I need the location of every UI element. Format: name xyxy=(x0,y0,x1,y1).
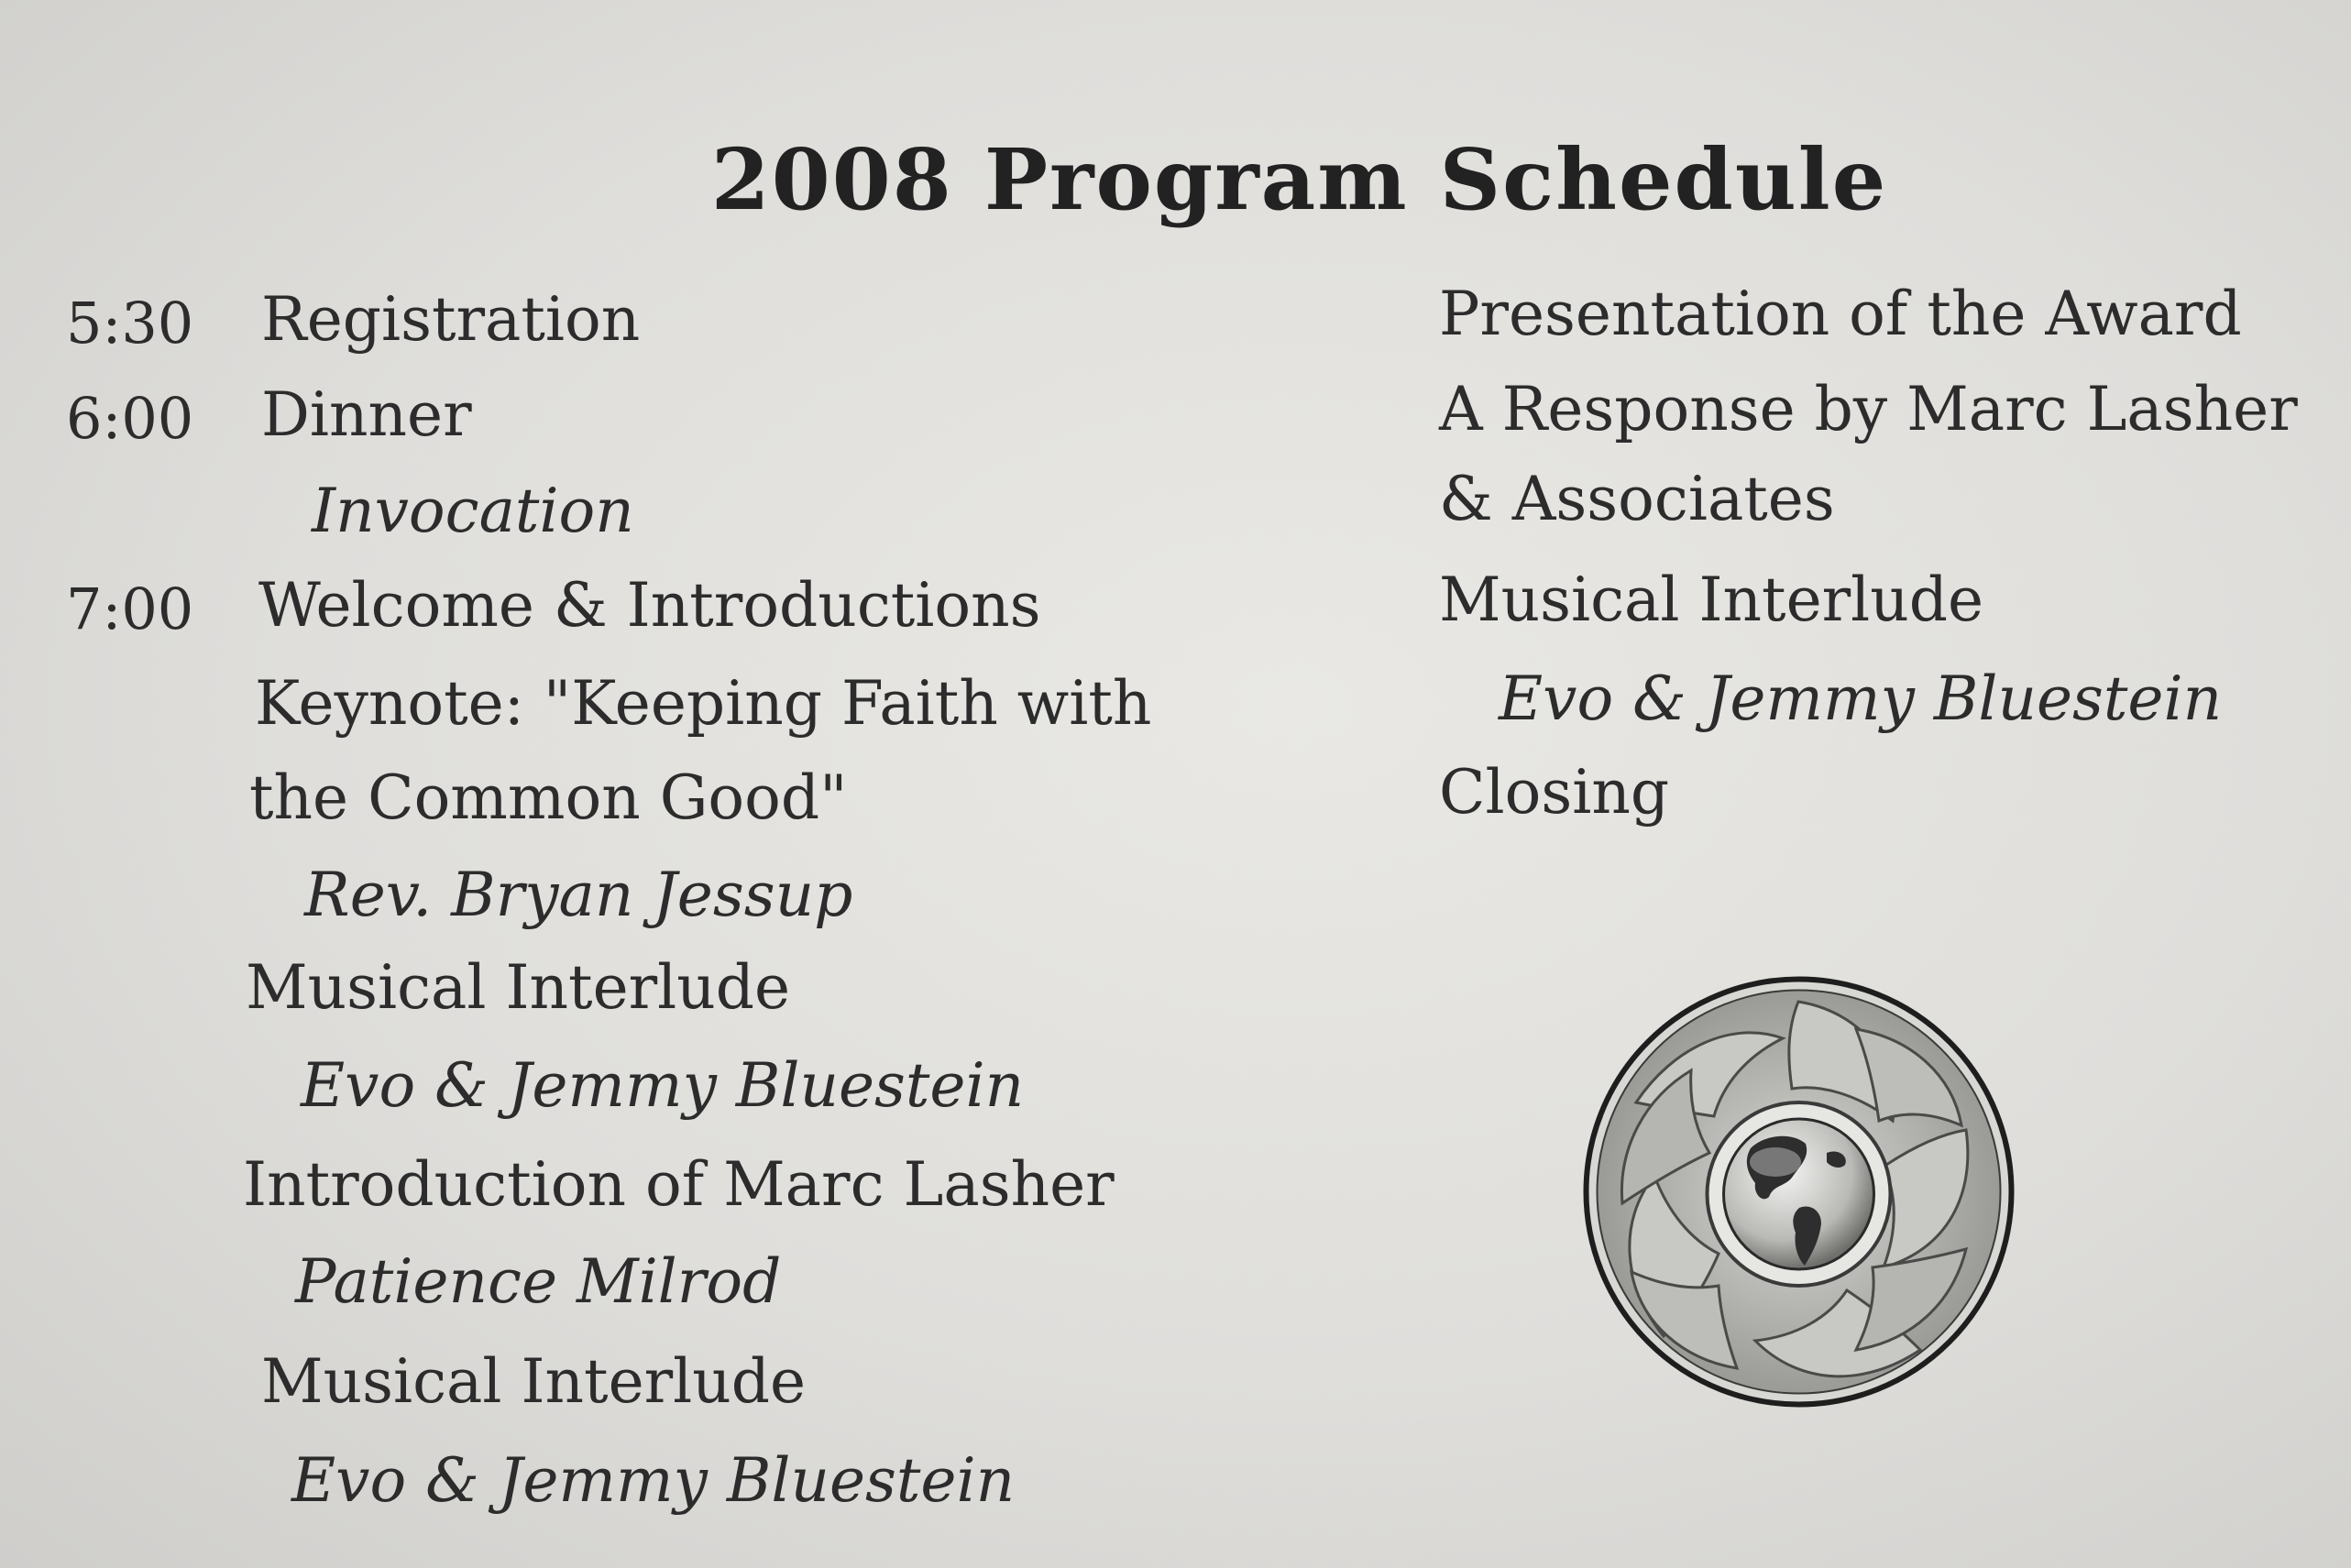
item-intro-marc: Introduction of Marc Lasher xyxy=(243,1149,1115,1220)
item-dinner: Dinner xyxy=(261,379,472,450)
item-interlude-3: Musical Interlude xyxy=(1439,565,1984,635)
item-registration: Registration xyxy=(261,284,641,355)
item-interlude-1-performers: Evo & Jemmy Bluestein xyxy=(301,1050,1025,1121)
item-welcome: Welcome & Introductions xyxy=(258,570,1041,641)
item-interlude-2-performers: Evo & Jemmy Bluestein xyxy=(291,1445,1016,1516)
page-title: 2008 Program Schedule xyxy=(710,130,1888,229)
item-response-line1: A Response by Marc Lasher xyxy=(1439,374,2298,444)
item-keynote-line2: the Common Good" xyxy=(249,762,848,833)
time-welcome: 7:00 xyxy=(66,576,194,642)
item-response-line2: & Associates xyxy=(1439,464,1835,534)
item-interlude-3-performers: Evo & Jemmy Bluestein xyxy=(1499,663,2223,734)
item-keynote-line1: Keynote: "Keeping Faith with xyxy=(255,668,1152,739)
item-interlude-1: Musical Interlude xyxy=(246,952,791,1023)
time-registration: 5:30 xyxy=(66,290,194,356)
globe-in-leaves-emblem-icon xyxy=(1581,974,2016,1409)
item-intro-marc-by: Patience Milrod xyxy=(295,1246,782,1317)
item-closing: Closing xyxy=(1439,757,1670,828)
item-interlude-2: Musical Interlude xyxy=(261,1346,807,1417)
item-award: Presentation of the Award xyxy=(1439,279,2242,349)
time-dinner: 6:00 xyxy=(66,385,194,452)
item-invocation: Invocation xyxy=(312,476,634,546)
item-keynote-speaker: Rev. Bryan Jessup xyxy=(304,860,853,930)
